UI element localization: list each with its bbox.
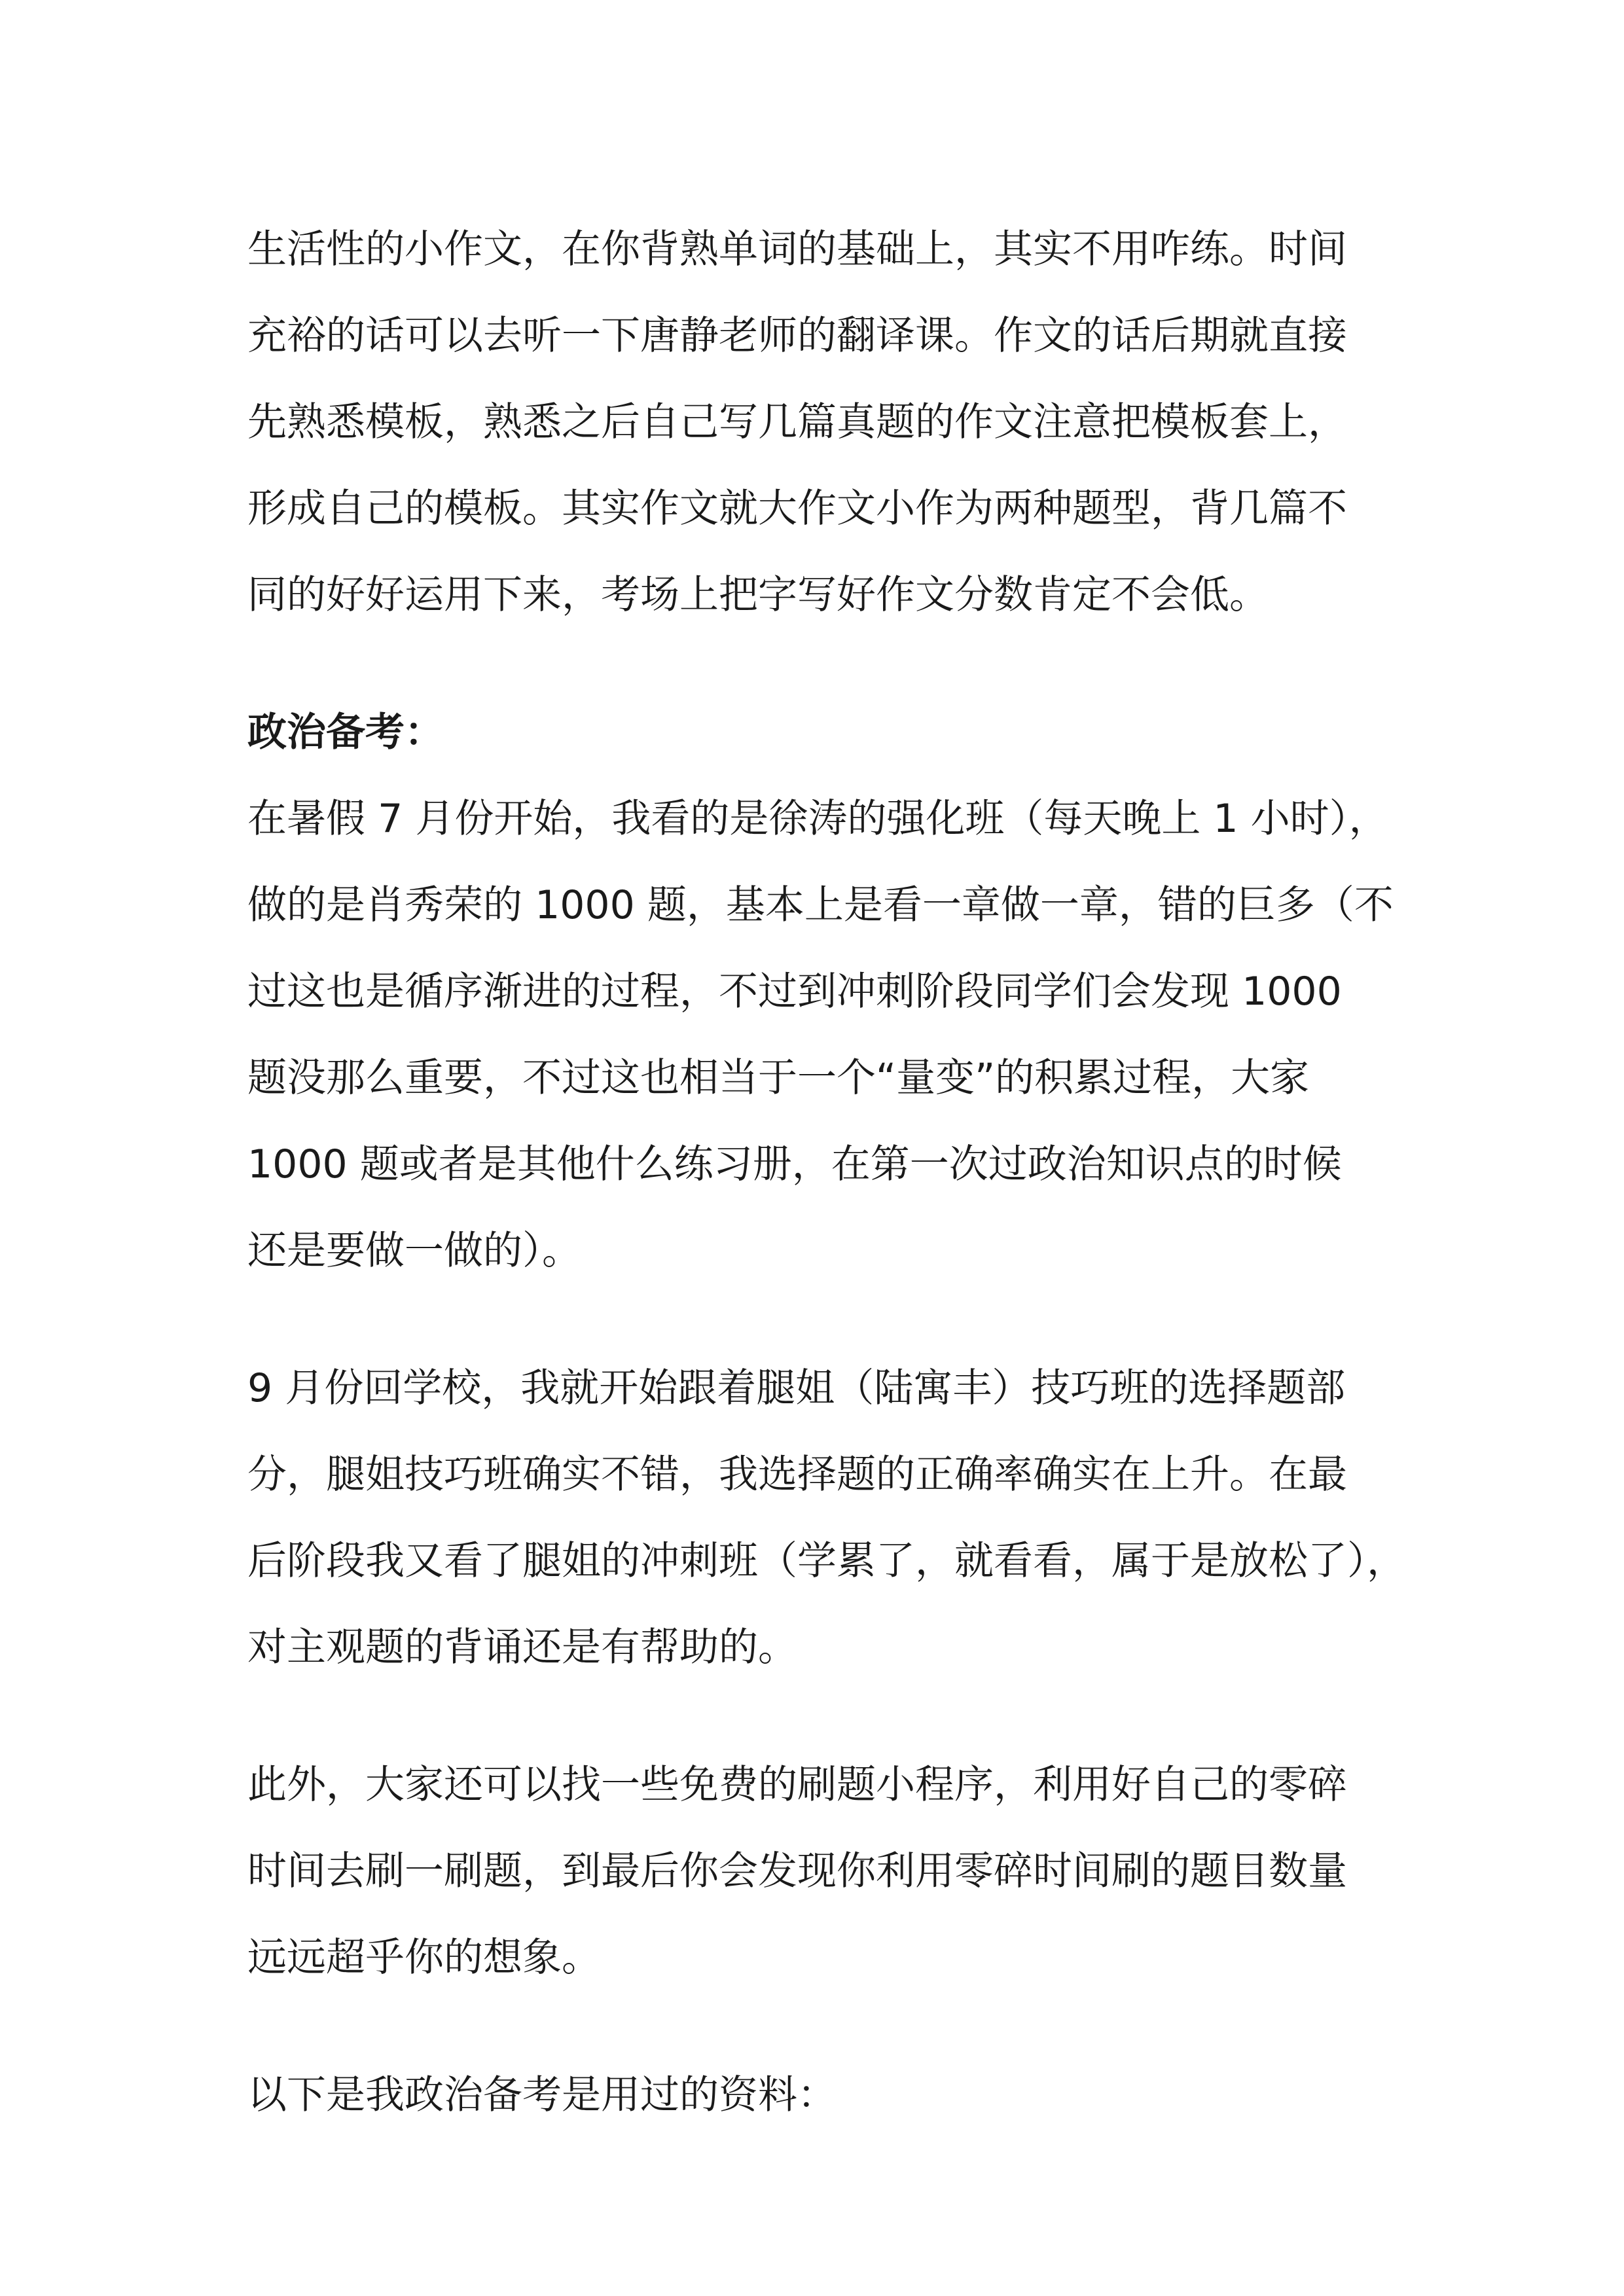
text-line: 先熟悉模板，熟悉之后自己写几篇真题的作文注意把模板套上， (247, 399, 1347, 445)
paragraph-gap (247, 1691, 1386, 1742)
text-line: 远远超乎你的想象。 (247, 1935, 601, 1981)
text-line: 同的好好运用下来，考场上把字写好作文分数肯定不会低。 (247, 572, 1269, 618)
paragraph-practice-apps (247, 1742, 1386, 2001)
paragraph-gap (247, 1294, 1386, 1345)
text-line: 分，腿姐技巧班确实不错，我选择题的正确率确实在上升。在最 (247, 1452, 1347, 1498)
text-line: 9 月份回学校，我就开始跟着腿姐（陆寓丰）技巧班的选择题部 (247, 1365, 1346, 1411)
text-line: 题没那么重要，不过这也相当于一个“量变”的积累过程，大家 (247, 1055, 1310, 1101)
text-line: 生活性的小作文，在你背熟单词的基础上，其实不用咋练。时间 (247, 226, 1347, 272)
paragraph-summer-study (247, 776, 1394, 1294)
text-line: 在暑假 7 月份开始，我看的是徐涛的强化班（每天晚上 1 小时）， (247, 796, 1388, 842)
text-line: 形成自己的模板。其实作文就大作文小作为两种题型，背几篇不 (247, 486, 1347, 531)
text-line: 此外，大家还可以找一些免费的刷题小程序，利用好自己的零碎 (247, 1762, 1347, 1808)
paragraph-writing-advice (247, 206, 1386, 638)
text-line: 做的是肖秀荣的 1000 题，基本上是看一章做一章，错的巨多（不 (247, 882, 1394, 928)
paragraph-gap (247, 638, 1386, 689)
text-line: 充裕的话可以去听一下唐静老师的翻译课。作文的话后期就直接 (247, 313, 1347, 359)
paragraph-gap (247, 2001, 1386, 2052)
paragraph-september-study (247, 1345, 1406, 1691)
document-page (247, 206, 1406, 2138)
text-line: 后阶段我又看了腿姐的冲刺班（学累了，就看看，属于是放松了）， (247, 1538, 1406, 1584)
text-line: 还是要做一做的）。 (247, 1228, 581, 1274)
text-line: 对主观题的背诵还是有帮助的。 (247, 1624, 797, 1670)
paragraph-materials-intro (247, 2052, 1386, 2138)
text-line: 1000 题或者是其他什么练习册，在第一次过政治知识点的时候 (247, 1141, 1342, 1187)
section-heading-politics: 政治备考： (247, 709, 444, 755)
text-line: 过这也是循序渐进的过程，不过到冲刺阶段同学们会发现 1000 (247, 969, 1342, 1014)
text-line: 时间去刷一刷题，到最后你会发现你利用零碎时间刷的题目数量 (247, 1848, 1347, 1894)
text-line: 以下是我政治备考是用过的资料： (247, 2072, 837, 2118)
